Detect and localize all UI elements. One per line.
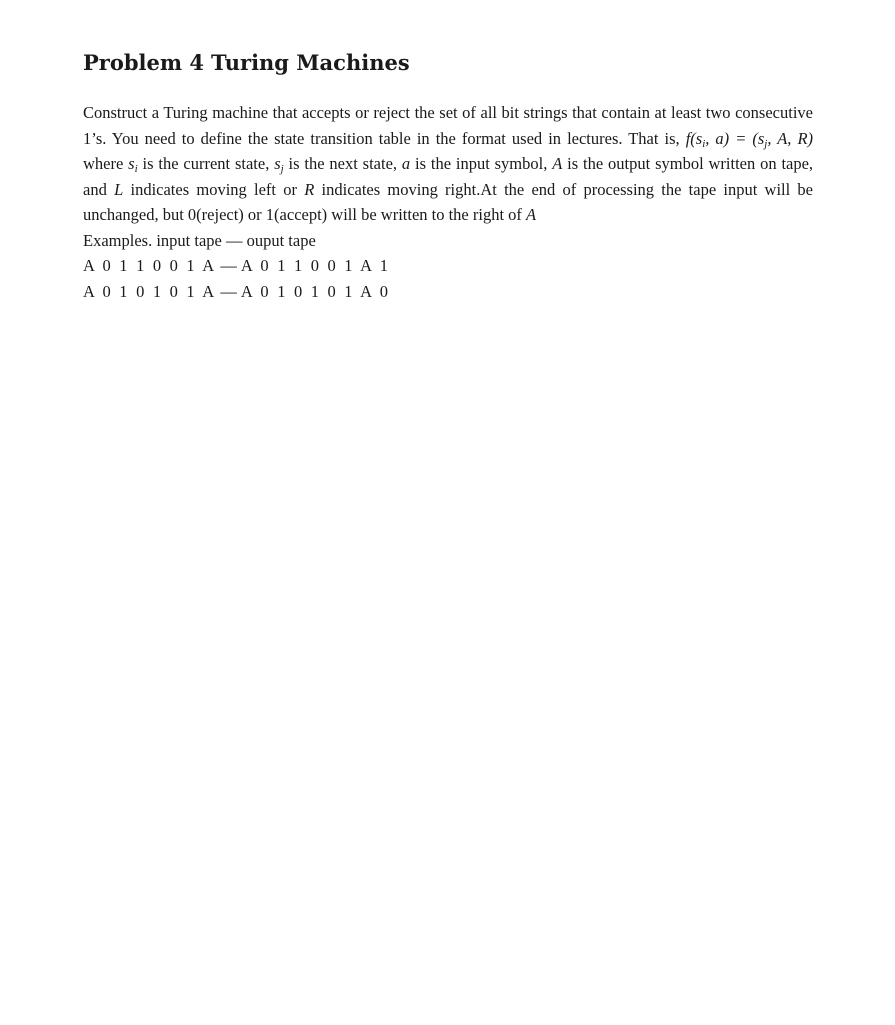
var-R: R	[304, 179, 315, 199]
statement-part: Construct a Turing machine that accepts or reject the set of all bit strings that contain at least two consecutive 1’s. You need to define the state transition table in the format used in lectures. That is,	[83, 103, 813, 148]
problem-heading	[83, 48, 813, 78]
example-row	[83, 279, 813, 305]
var-letter: s	[128, 154, 135, 173]
formula-sub-j: j	[764, 137, 768, 150]
problem-number: Problem 4	[83, 50, 205, 75]
var-A: A	[552, 154, 563, 173]
examples-header: Examples. input tape — ouput tape	[83, 230, 316, 250]
problem-statement	[83, 100, 813, 228]
var-sub: j	[280, 163, 284, 175]
statement-part: is the output symbol written on tape, and	[83, 154, 814, 199]
statement-part: is the current state,	[142, 154, 270, 173]
output-tape: A 0 1 0 1 0 1 A 0	[240, 281, 391, 301]
document-page	[83, 48, 813, 304]
input-tape: A 0 1 1 0 0 1 A	[83, 256, 217, 275]
var-s-i	[128, 154, 137, 173]
statement-part: indicates moving left or	[130, 179, 297, 199]
output-tape: A 0 1 1 0 0 1 A 1	[240, 256, 391, 275]
problem-title: Turing Machines	[211, 50, 410, 75]
statement-part: where	[83, 154, 124, 173]
transition-formula	[686, 129, 813, 148]
example-separator: —	[220, 256, 237, 275]
statement-part: is the next state,	[288, 154, 398, 173]
var-a: a	[401, 154, 411, 173]
input-tape: A 0 1 0 1 0 1 A	[83, 281, 217, 301]
var-letter: s	[274, 154, 281, 173]
var-L: L	[114, 179, 124, 199]
formula-part: f(s	[685, 128, 703, 148]
var-A-end: A	[526, 205, 537, 224]
example-row	[83, 253, 813, 279]
formula-sub-i: i	[702, 137, 706, 150]
formula-part: , a) = (s	[705, 128, 765, 148]
statement-part: indicates moving right.At the end of processing the tape input will be unchanged, but 0(reject) or 1(accept) will be written to the right of	[83, 179, 814, 224]
var-sub: i	[134, 163, 138, 175]
example-separator: —	[220, 281, 237, 301]
formula-part: , A, R)	[767, 128, 814, 148]
var-s-j	[274, 154, 283, 173]
statement-part: is the input symbol,	[415, 154, 548, 173]
